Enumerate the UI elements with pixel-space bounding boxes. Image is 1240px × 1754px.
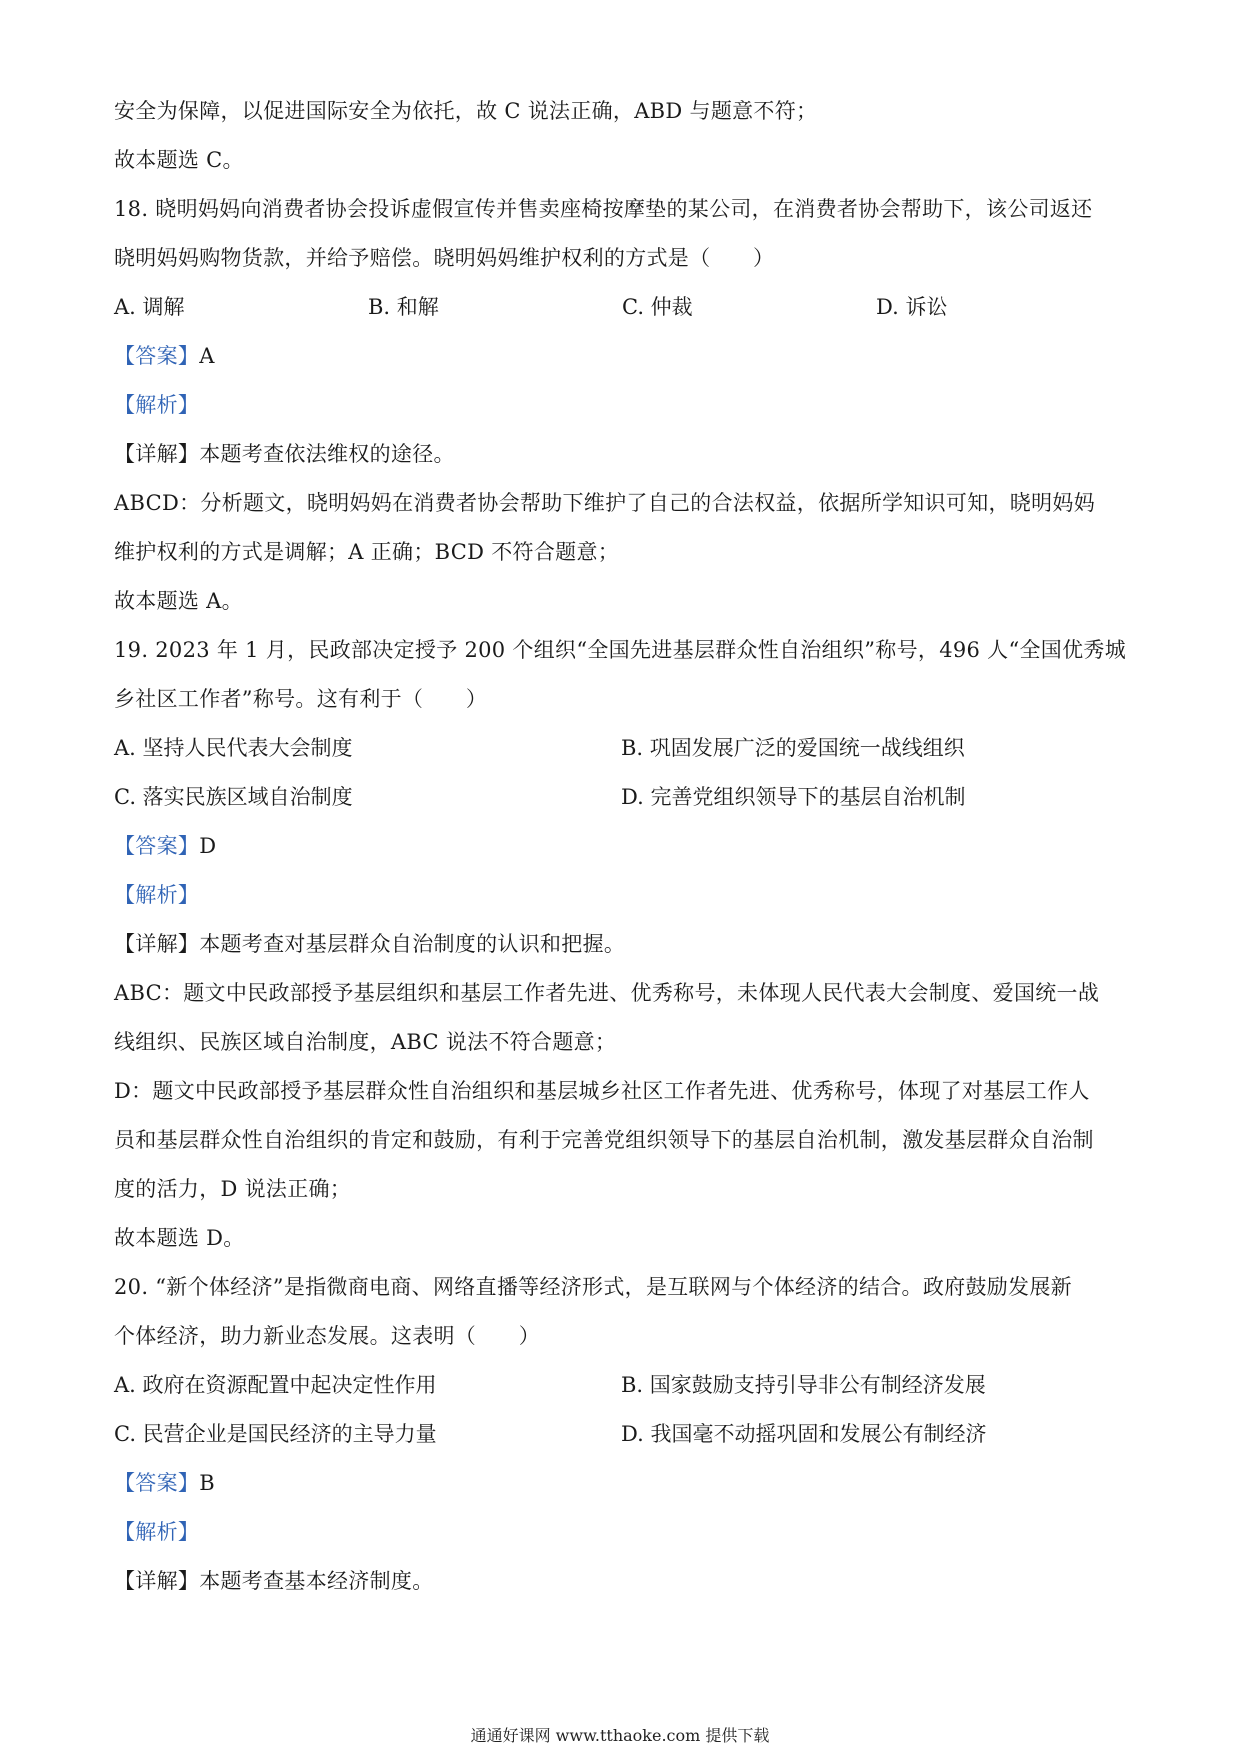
- analysis-line: [114, 1517, 1134, 1547]
- option-a: A. 调解: [114, 295, 185, 319]
- explanation-text: 员和基层群众性自治组织的肯定和鼓励，有利于完善党组织领导下的基层自治机制，激发基层群众自治制: [114, 1128, 1094, 1152]
- option-c: C. 落实民族区域自治制度: [114, 785, 353, 809]
- option-c: C. 民营企业是国民经济的主导力量: [114, 1422, 437, 1446]
- question-18-options: [114, 292, 1134, 322]
- analysis-line: [114, 880, 1134, 910]
- detail-tag: 【详解】: [114, 1569, 200, 1593]
- answer-value: B: [199, 1471, 215, 1495]
- option-b: B. 巩固发展广泛的爱国统一战线组织: [621, 736, 965, 760]
- question-19-options-row1: [114, 733, 1134, 763]
- answer-tag: 【答案】: [114, 344, 200, 368]
- analysis-tag: 【解析】: [114, 883, 200, 907]
- detail-text: 本题考查依法维权的途径。: [199, 442, 455, 466]
- explanation-text: 度的活力，D 说法正确；: [114, 1177, 352, 1201]
- option-b: B. 和解: [368, 295, 439, 319]
- option-c: C. 仲裁: [622, 295, 693, 319]
- answer-value: D: [199, 834, 217, 858]
- question-19-stem: 19. 2023 年 1 月，民政部决定授予 200 个组织“全国先进基层群众性自治组织”称号，496 人“全国优秀城: [114, 638, 1126, 662]
- explanation-text: 线组织、民族区域自治制度，ABC 说法不符合题意；: [114, 1030, 617, 1054]
- question-20-stem: 20. “新个体经济”是指微商电商、网络直播等经济形式，是互联网与个体经济的结合。政府鼓励发展新: [114, 1275, 1072, 1299]
- question-18-stem: 18. 晓明妈妈向消费者协会投诉虚假宣传并售卖座椅按摩垫的某公司，在消费者协会帮助下，该公司返还: [114, 197, 1093, 221]
- option-d: D. 完善党组织领导下的基层自治机制: [621, 785, 966, 809]
- option-d: D. 我国毫不动摇巩固和发展公有制经济: [621, 1422, 987, 1446]
- detail-text: 本题考查对基层群众自治制度的认识和把握。: [199, 932, 626, 956]
- answer-line: [114, 341, 1134, 371]
- analysis-tag: 【解析】: [114, 1520, 200, 1544]
- option-a: A. 政府在资源配置中起决定性作用: [114, 1373, 437, 1397]
- explanation-text: ABC：题文中民政部授予基层组织和基层工作者先进、优秀称号，未体现人民代表大会制度、爱国统一战: [114, 981, 1100, 1005]
- answer-tag: 【答案】: [114, 1471, 200, 1495]
- detail-tag: 【详解】: [114, 442, 200, 466]
- option-a: A. 坚持人民代表大会制度: [114, 736, 353, 760]
- explanation-text: 维护权利的方式是调解；A 正确；BCD 不符合题意；: [114, 540, 620, 564]
- question-20-options-row2: [114, 1419, 1134, 1449]
- text-line: 安全为保障，以促进国际安全为依托，故 C 说法正确，ABD 与题意不符；: [114, 99, 818, 123]
- option-b: B. 国家鼓励支持引导非公有制经济发展: [621, 1373, 986, 1397]
- question-18-stem: 晓明妈妈购物货款，并给予赔偿。晓明妈妈维护权利的方式是（ ）: [114, 246, 775, 270]
- explanation-text: ABCD：分析题文，晓明妈妈在消费者协会帮助下维护了自己的合法权益，依据所学知识可知，晓明妈妈: [114, 491, 1095, 515]
- text-line: 故本题选 C。: [114, 148, 244, 172]
- document-page: [114, 96, 1134, 1615]
- answer-line: [114, 831, 1134, 861]
- explanation-text: D：题文中民政部授予基层群众性自治组织和基层城乡社区工作者先进、优秀称号，体现了对基层工作人: [114, 1079, 1090, 1103]
- question-19-options-row2: [114, 782, 1134, 812]
- detail-line: [114, 929, 1134, 959]
- question-19-stem: 乡社区工作者”称号。这有利于（ ）: [114, 687, 488, 711]
- conclusion-text: 故本题选 A。: [114, 589, 243, 613]
- analysis-tag: 【解析】: [114, 393, 200, 417]
- option-d: D. 诉讼: [876, 295, 948, 319]
- answer-tag: 【答案】: [114, 834, 200, 858]
- detail-tag: 【详解】: [114, 932, 200, 956]
- detail-text: 本题考查基本经济制度。: [199, 1569, 434, 1593]
- answer-value: A: [199, 344, 215, 368]
- page-footer: 通通好课网 www.tthaoke.com 提供下载: [470, 1726, 770, 1745]
- question-20-options-row1: [114, 1370, 1134, 1400]
- conclusion-text: 故本题选 D。: [114, 1226, 245, 1250]
- detail-line: [114, 1566, 1134, 1596]
- question-20-stem: 个体经济，助力新业态发展。这表明（ ）: [114, 1324, 540, 1348]
- detail-line: [114, 439, 1134, 469]
- analysis-line: [114, 390, 1134, 420]
- answer-line: [114, 1468, 1134, 1498]
